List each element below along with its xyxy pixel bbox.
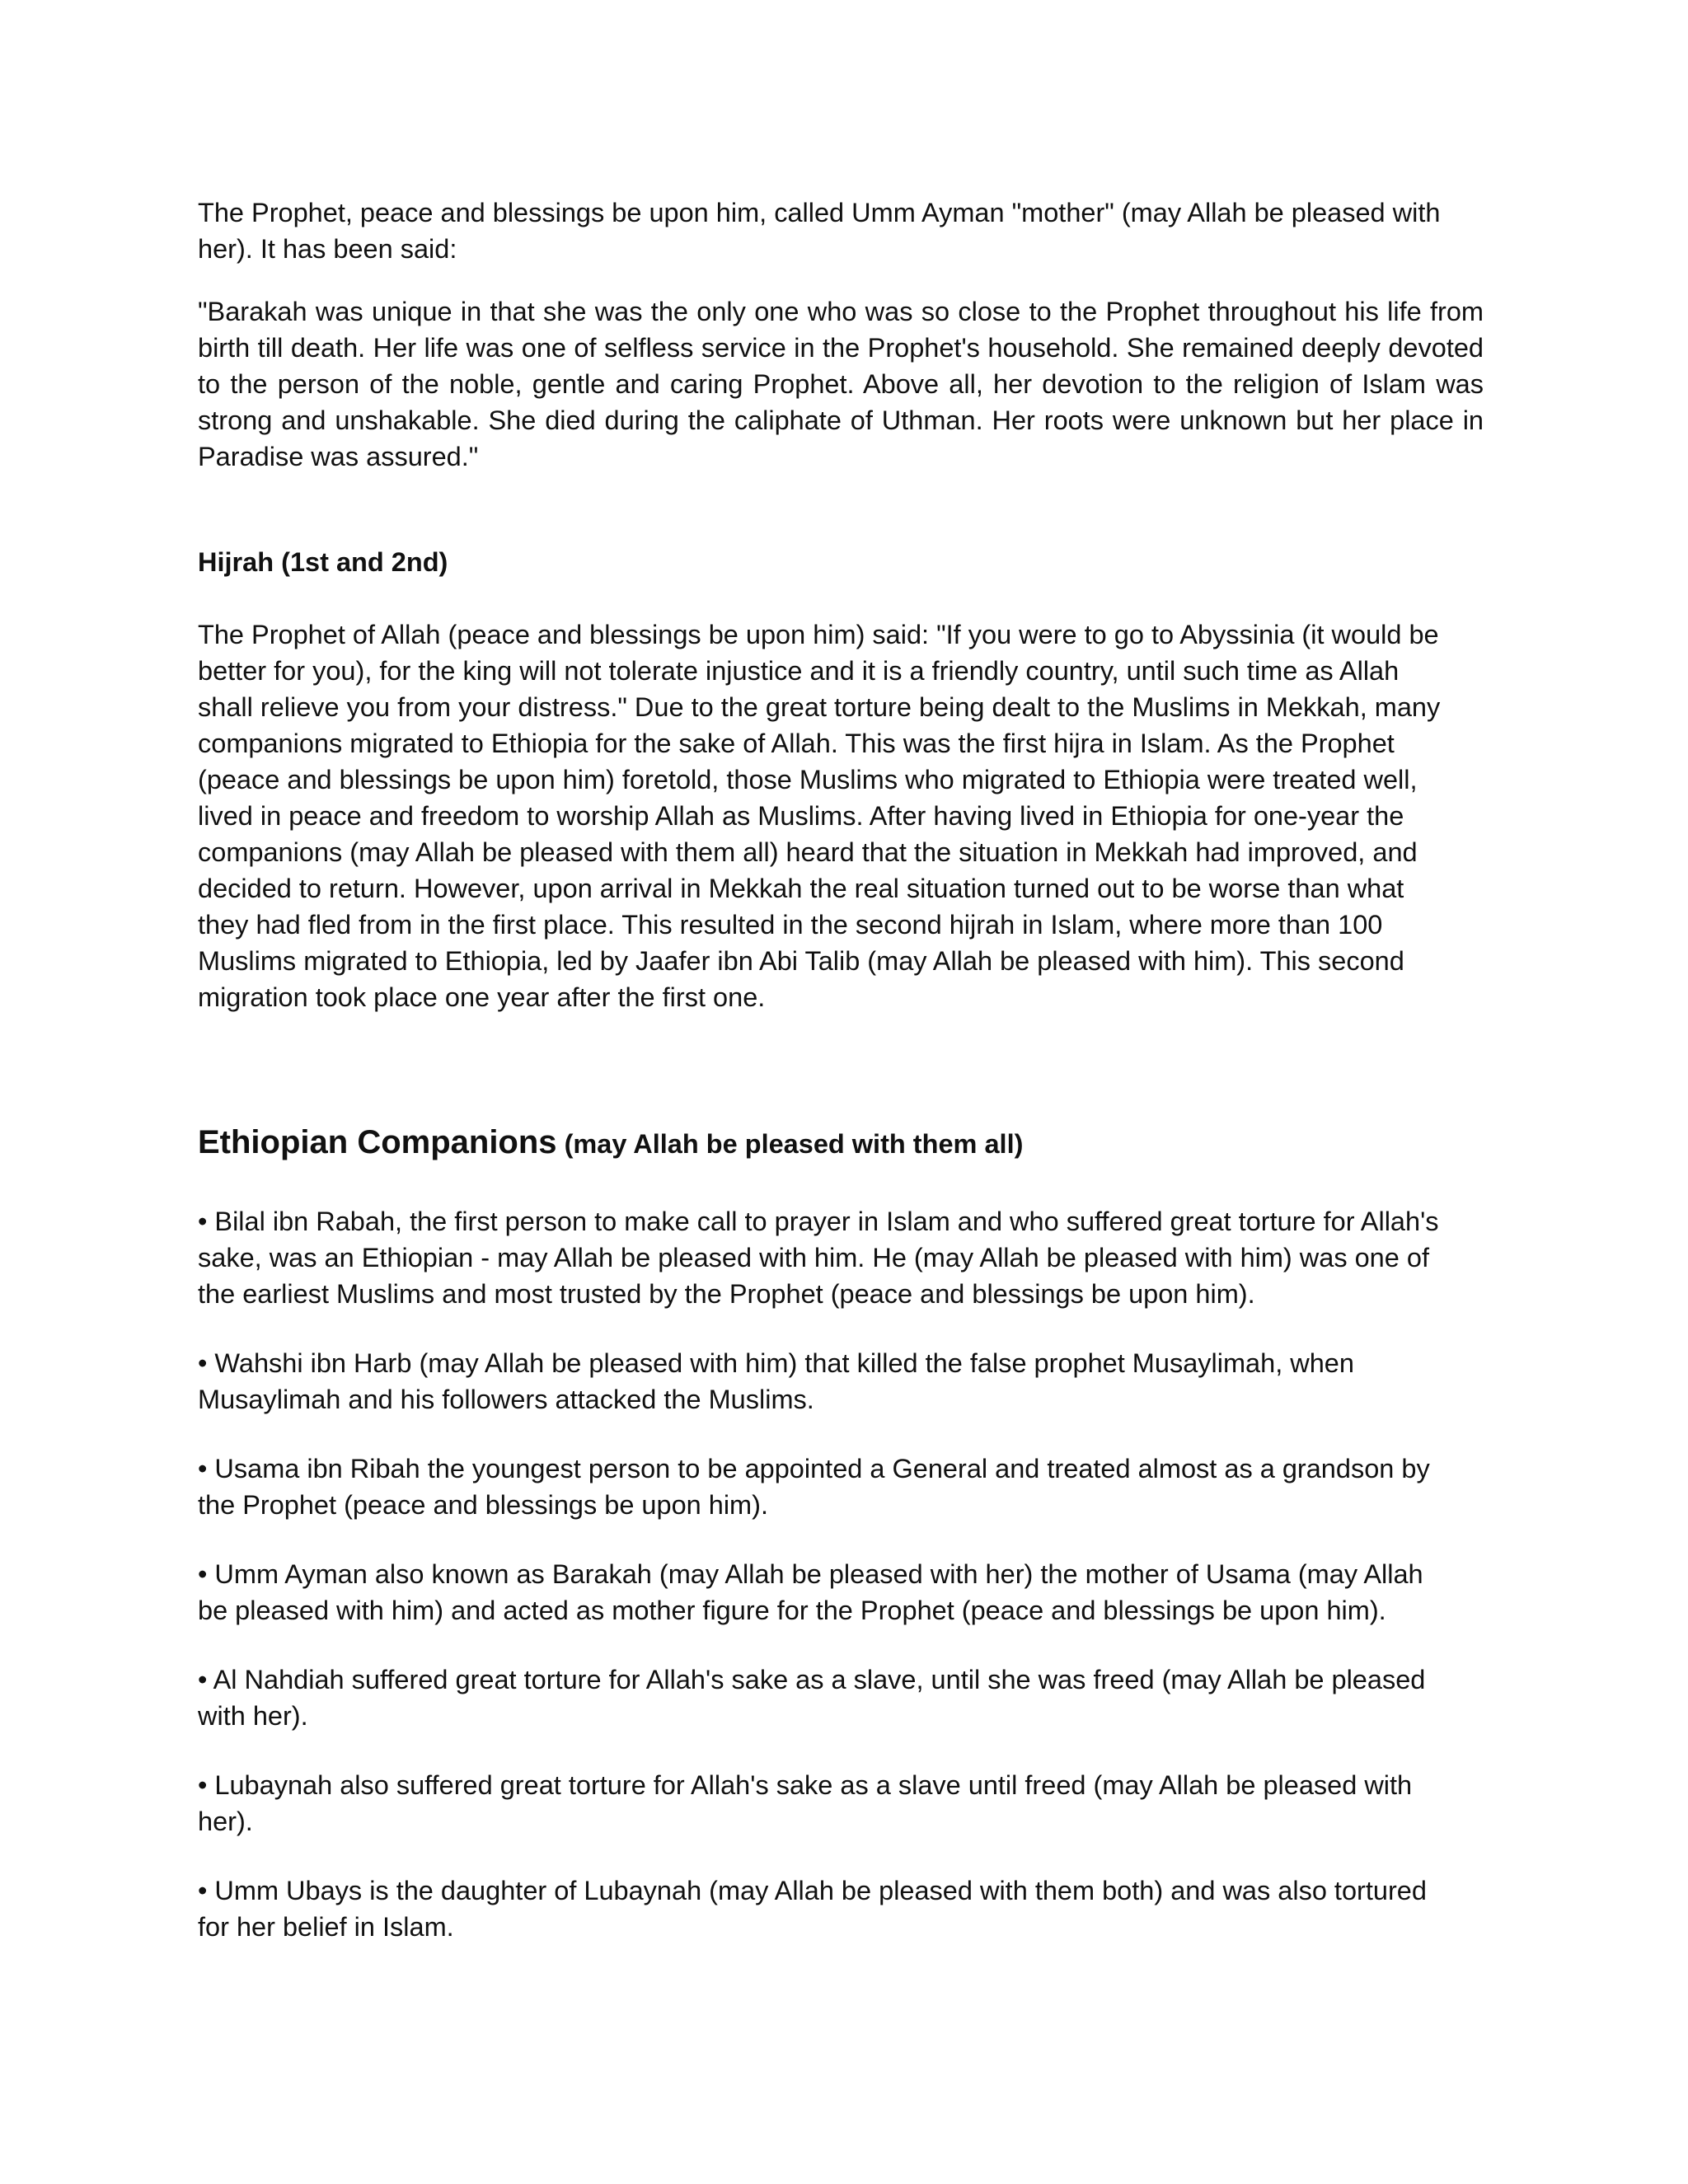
companions-heading-sub: (may Allah be pleased with them all) [564, 1129, 1024, 1159]
intro-line-2: her). It has been said: [198, 234, 457, 264]
intro-paragraph [198, 194, 1484, 267]
hijrah-line: better for you), for the king will not tolerate injustice and it is a friendly country, until such time as Allah [198, 656, 1400, 686]
bullet-line: Musaylimah and his followers attacked the Muslims. [198, 1385, 814, 1414]
hijrah-paragraph [198, 616, 1484, 1015]
hijrah-line: The Prophet of Allah (peace and blessings be upon him) said: "If you were to go to Abyssinia (it would be [198, 620, 1439, 649]
companions-heading-main: Ethiopian Companions [198, 1124, 557, 1160]
companion-bullet-usama [198, 1451, 1484, 1523]
bullet-line: • Umm Ubays is the daughter of Lubaynah (may Allah be pleased with them both) and was also tortured [198, 1876, 1427, 1905]
intro-line-1: The Prophet, peace and blessings be upon him, called Umm Ayman "mother" (may Allah be pleased with [198, 198, 1441, 227]
hijrah-line: companions (may Allah be pleased with them all) heard that the situation in Mekkah had improved, and [198, 837, 1418, 867]
document-page [198, 194, 1484, 1945]
hijrah-line: lived in peace and freedom to worship Allah as Muslims. After having lived in Ethiopia for one-year the [198, 801, 1404, 831]
companion-bullet-bilal [198, 1203, 1484, 1312]
bullet-line: • Wahshi ibn Harb (may Allah be pleased with him) that killed the false prophet Musaylimah, when [198, 1348, 1354, 1378]
bullet-line: • Lubaynah also suffered great torture for Allah's sake as a slave until freed (may Allah be pleased with [198, 1770, 1413, 1800]
bullet-line: • Al Nahdiah suffered great torture for Allah's sake as a slave, until she was freed (may Allah be pleased [198, 1665, 1426, 1694]
bullet-line: • Bilal ibn Rabah, the first person to make call to prayer in Islam and who suffered great torture for Allah's [198, 1207, 1439, 1236]
companion-bullet-lubaynah [198, 1767, 1484, 1840]
hijrah-line: migration took place one year after the first one. [198, 982, 766, 1012]
hijrah-line: companions migrated to Ethiopia for the sake of Allah. This was the first hijra in Islam. As the Prophet [198, 729, 1395, 758]
hijrah-line: (peace and blessings be upon him) foretold, those Muslims who migrated to Ethiopia were treated well, [198, 765, 1418, 794]
hijrah-line: decided to return. However, upon arrival in Mekkah the real situation turned out to be worse than what [198, 874, 1404, 903]
companion-bullet-al-nahdiah [198, 1661, 1484, 1734]
hijrah-line: they had fled from in the first place. This resulted in the second hijrah in Islam, where more than 100 [198, 910, 1383, 940]
bullet-line: sake, was an Ethiopian - may Allah be pleased with him. He (may Allah be pleased with him) was one of [198, 1243, 1429, 1272]
bullet-line: be pleased with him) and acted as mother figure for the Prophet (peace and blessings be upon him). [198, 1596, 1386, 1625]
companions-heading [198, 1119, 1484, 1167]
hijrah-line: shall relieve you from your distress." Due to the great torture being dealt to the Muslims in Mekkah, many [198, 692, 1441, 722]
bullet-line: the earliest Muslims and most trusted by the Prophet (peace and blessings be upon him). [198, 1279, 1255, 1309]
bullet-line: with her). [198, 1701, 308, 1731]
companion-bullet-umm-ubays [198, 1872, 1484, 1945]
hijrah-line: Muslims migrated to Ethiopia, led by Jaafer ibn Abi Talib (may Allah be pleased with him). This second [198, 946, 1404, 976]
hijrah-heading: Hijrah (1st and 2nd) [198, 547, 448, 577]
bullet-line: her). [198, 1807, 253, 1836]
barakah-quote-paragraph: "Barakah was unique in that she was the only one who was so close to the Prophet throughout his life from birth till death. Her life was one of selfless service in the Prophet's household. She remained deeply devoted to the person of the noble, gentle and caring Prophet. Above all, her devotion to the religion of Islam was strong and unshakable. She died during the caliphate of Uthman. Her roots were unknown but her place in Paradise was assured." [198, 297, 1484, 471]
bullet-line: for her belief in Islam. [198, 1912, 454, 1942]
bullet-line: • Umm Ayman also known as Barakah (may Allah be pleased with her) the mother of Usama (may Allah [198, 1559, 1423, 1589]
bullet-line: • Usama ibn Ribah the youngest person to be appointed a General and treated almost as a grandson by [198, 1454, 1430, 1483]
bullet-line: the Prophet (peace and blessings be upon him). [198, 1490, 768, 1520]
companion-bullet-umm-ayman [198, 1556, 1484, 1629]
companion-bullet-wahshi [198, 1345, 1484, 1418]
